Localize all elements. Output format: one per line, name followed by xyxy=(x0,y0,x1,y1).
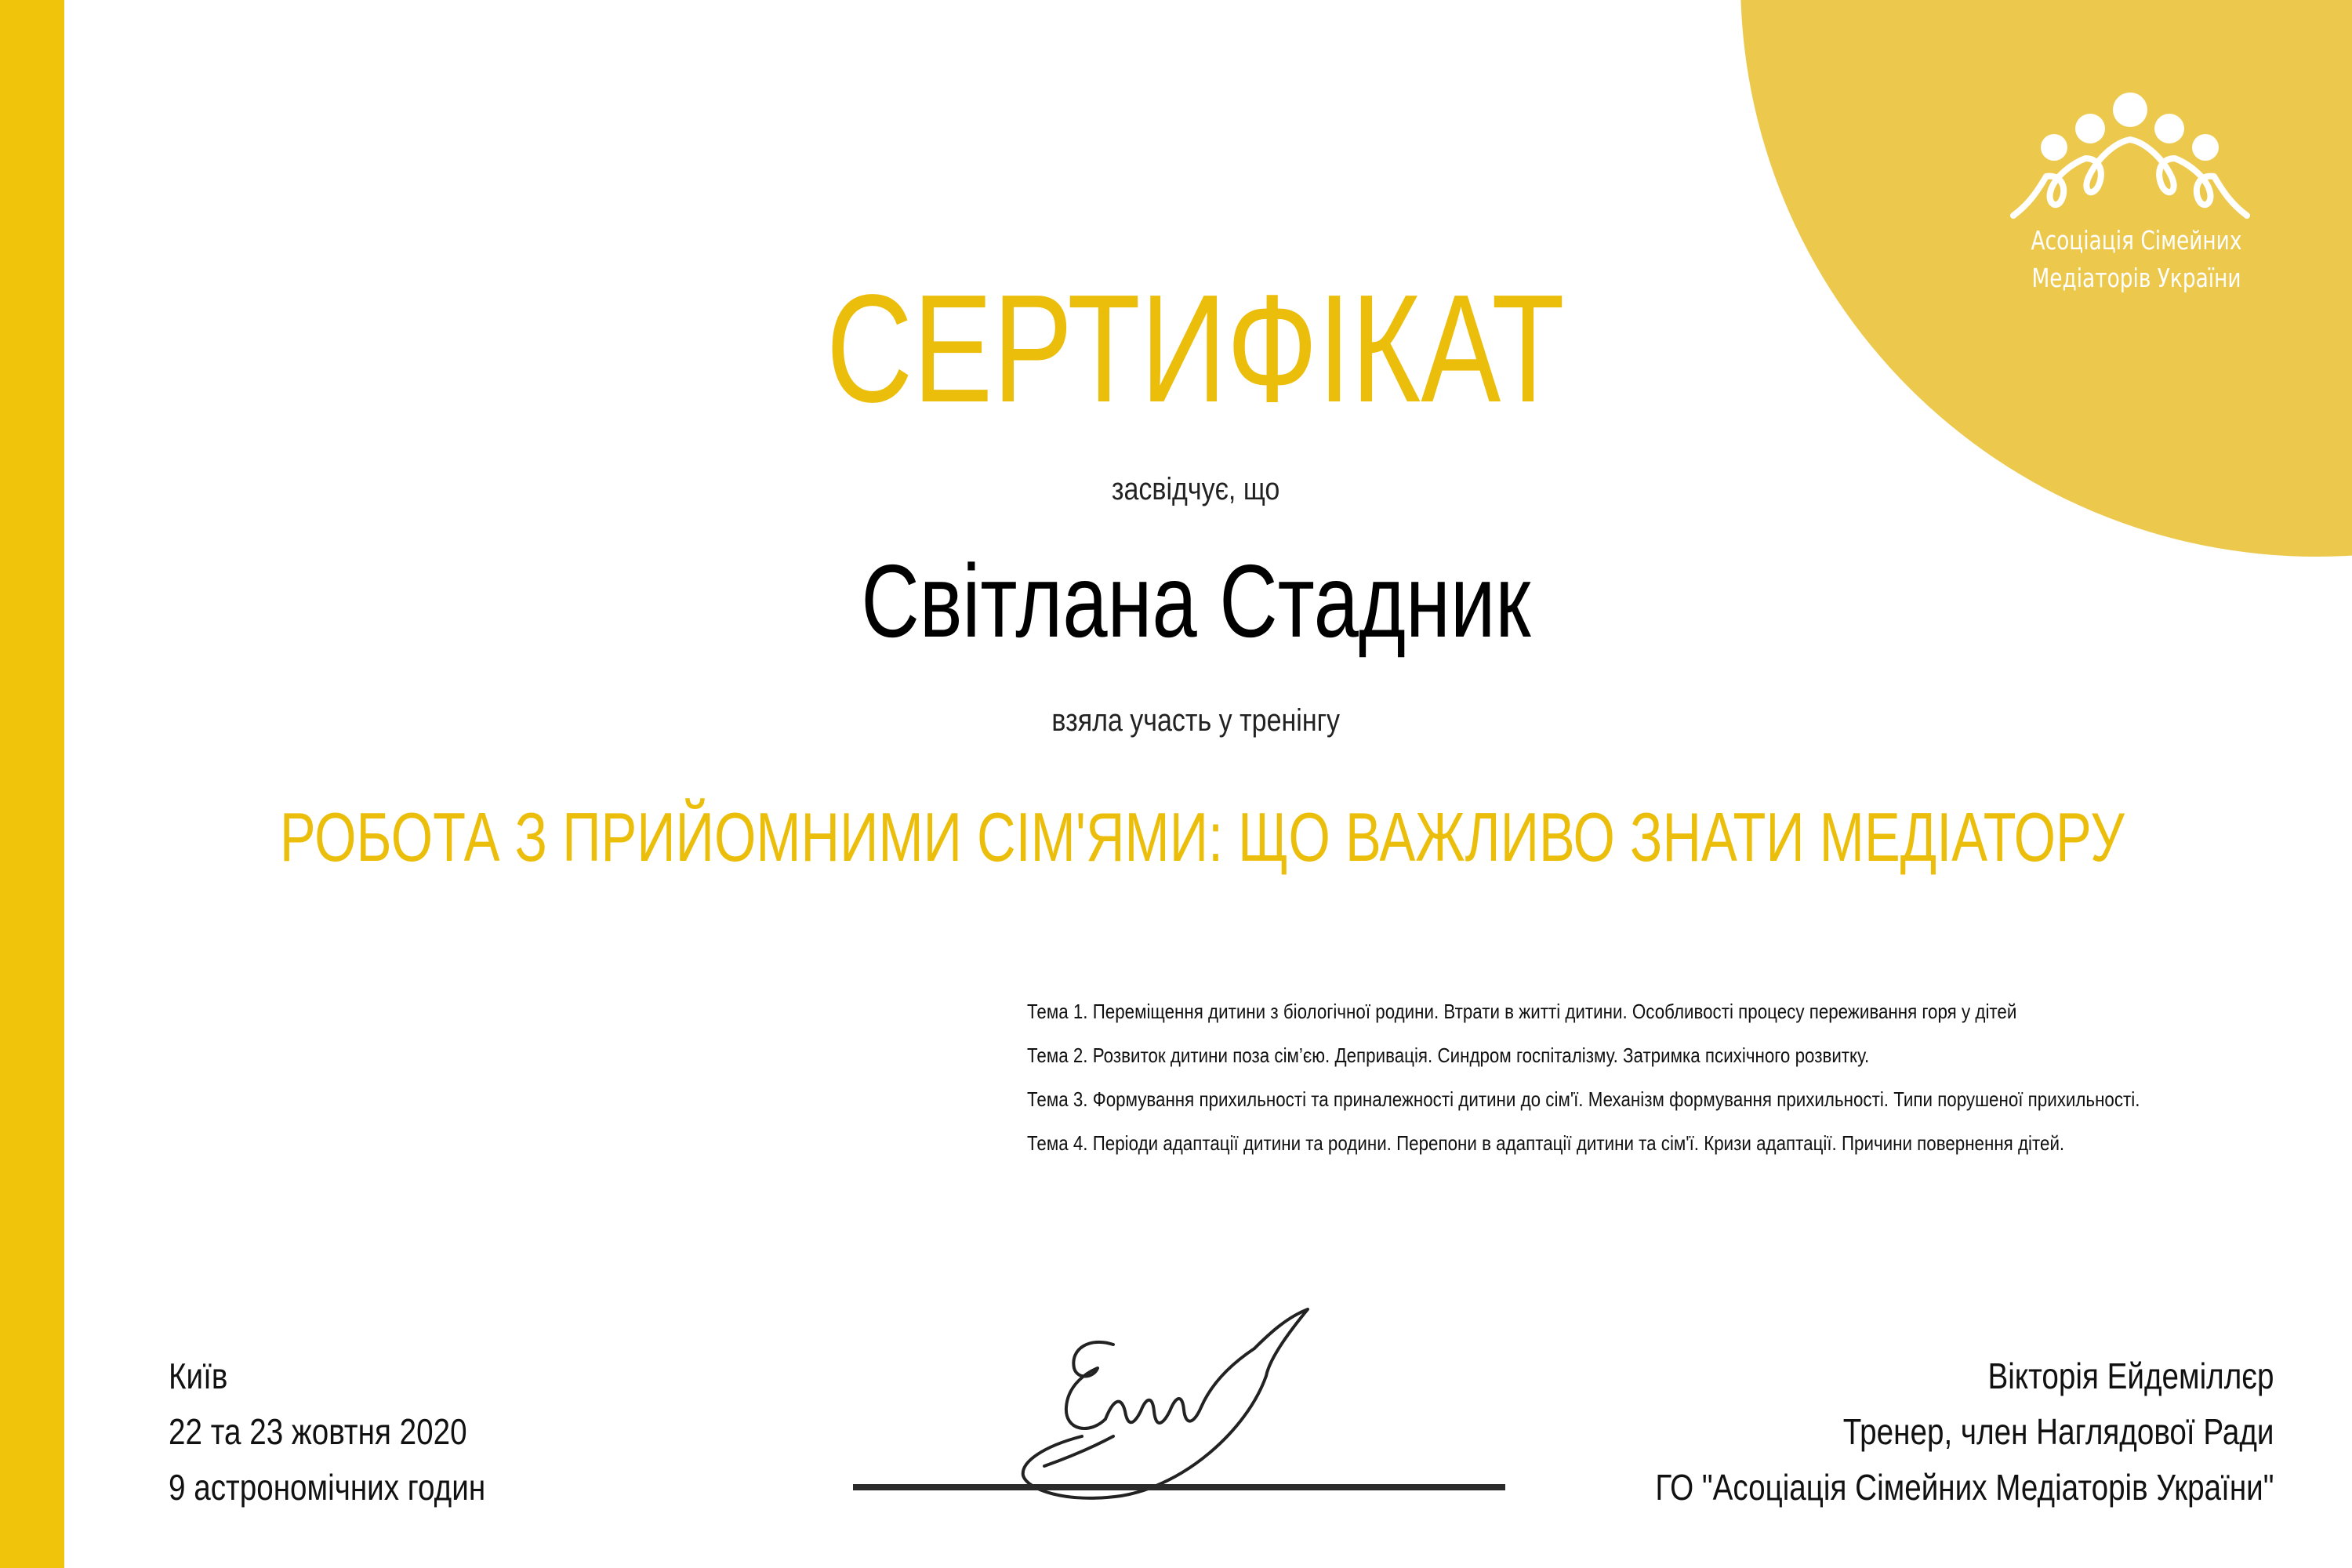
city: Київ xyxy=(169,1356,228,1396)
signature-line xyxy=(853,1484,1505,1490)
people-family-logo-icon xyxy=(2007,86,2266,220)
course-title: РОБОТА З ПРИЙОМНИМИ СІМ'ЯМИ: ЩО ВАЖЛИВО ЗНАТИ МЕДІАТОРУ xyxy=(279,798,2125,876)
logo-text-line-1: Асоціація Сімейних xyxy=(2031,225,2242,256)
certifies-text: засвідчує, що xyxy=(1111,472,1280,506)
training-hours: 9 астрономічних годин xyxy=(169,1467,486,1508)
topic-item: Тема 1. Переміщення дитини з біологічної родини. Втрати в житті дитини. Особливості процесу переживання горя у дітей xyxy=(1027,1000,2017,1023)
training-details xyxy=(169,1348,546,1515)
certificate-title: СЕРТИФІКАТ xyxy=(826,263,1565,434)
logo-text-line-2: Медіаторів України xyxy=(2031,263,2241,293)
recipient-name: Світлана Стадник xyxy=(860,543,1531,659)
participation-text: взяла участь у тренінгу xyxy=(1051,703,1340,738)
signatory-block xyxy=(1537,1348,2274,1515)
signatory-role: Тренер, член Наглядової Ради xyxy=(1842,1411,2274,1452)
topic-item: Тема 4. Періоди адаптації дитини та родини. Перепони в адаптації дитини та сім'ї. Кризи адаптації. Причини повернення дітей. xyxy=(1027,1131,2065,1155)
topic-item: Тема 3. Формування прихильності та приналежності дитини до сім'ї. Механізм формування прихильності. Типи порушеної прихильності. xyxy=(1027,1087,2140,1111)
topic-item: Тема 2. Розвиток дитини поза сім’єю. Депривація. Синдром госпіталізму. Затримка психічного розвитку. xyxy=(1027,1044,1870,1067)
training-dates: 22 та 23 жовтня 2020 xyxy=(169,1411,467,1452)
signatory-organization: ГО "Асоціація Сімейних Медіаторів України" xyxy=(1654,1467,2274,1508)
handwritten-signature xyxy=(996,1301,1341,1505)
signatory-name: Вікторія Ейдеміллєр xyxy=(1987,1356,2274,1396)
left-accent-stripe xyxy=(0,0,64,1568)
topics-list xyxy=(1027,989,2297,1165)
